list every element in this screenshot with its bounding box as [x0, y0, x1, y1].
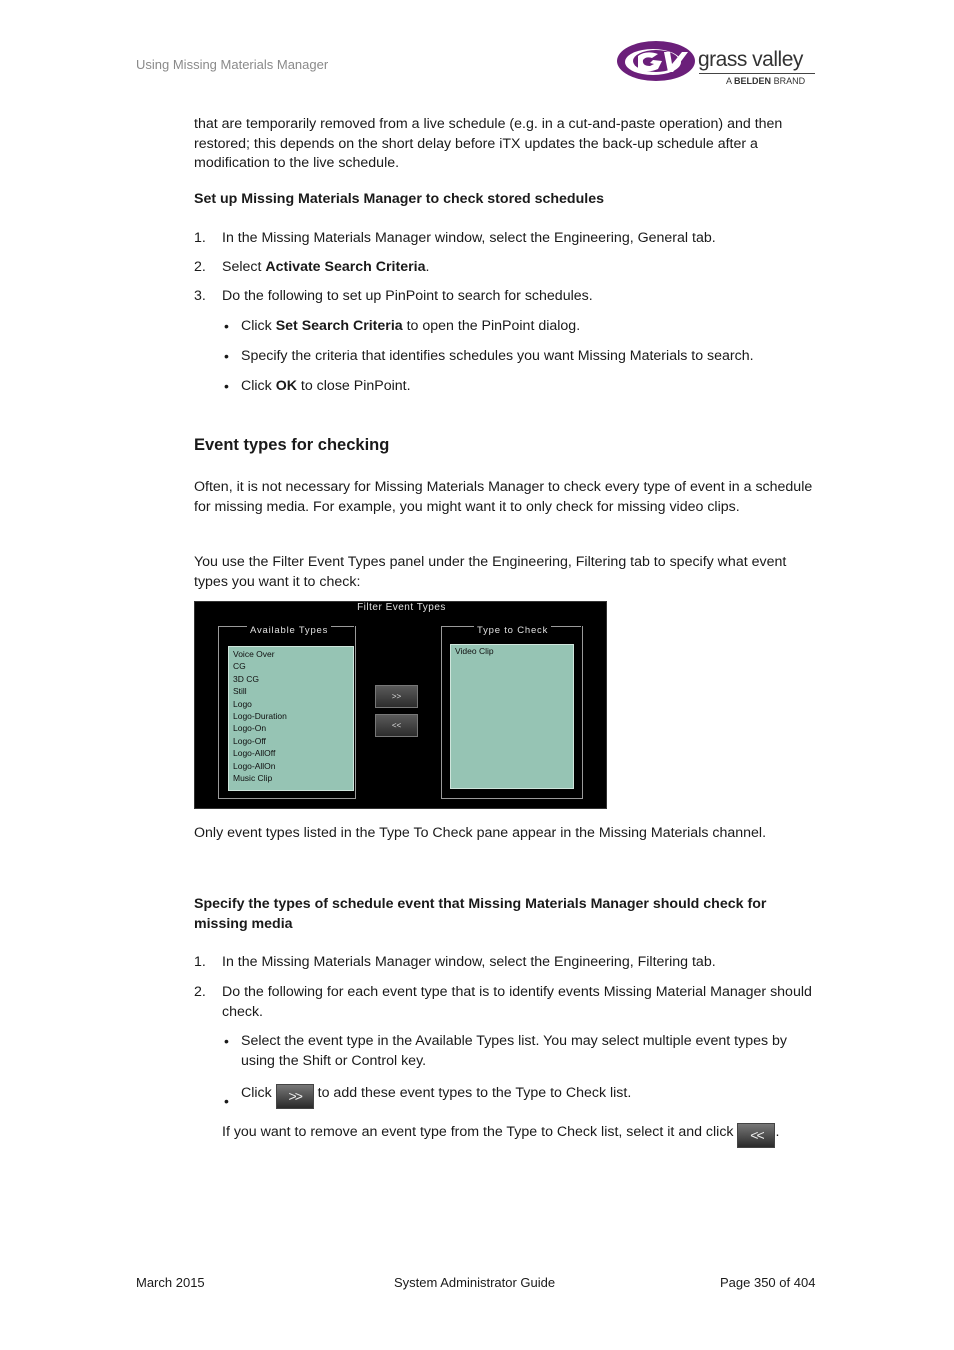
grass-valley-logo — [616, 36, 816, 92]
list-item[interactable]: Still — [233, 686, 247, 697]
bullet-dot: • — [224, 1033, 229, 1049]
panel-title: Filter Event Types — [357, 602, 446, 613]
step-text: Select Activate Search Criteria. — [222, 259, 430, 275]
list-item[interactable]: Logo-Off — [233, 735, 266, 746]
filter-event-types-panel — [194, 601, 607, 809]
logo-wordmark: grass valley — [698, 48, 803, 71]
bullet-dot: • — [224, 378, 229, 394]
type-to-check-list[interactable] — [450, 644, 574, 789]
bullet-text: Click Set Search Criteria to open the PinPoint dialog. — [241, 318, 581, 334]
bullet-text: Specify the criteria that identifies schedules you want Missing Materials to search. — [241, 348, 754, 364]
list-item[interactable]: Logo — [233, 698, 252, 709]
running-head: Using Missing Materials Manager — [136, 57, 329, 72]
step-number: 1. — [194, 230, 206, 246]
list-item[interactable]: Music Clip — [233, 773, 273, 784]
step-number: 2. — [194, 984, 206, 1000]
bullet-dot: • — [224, 348, 229, 364]
logo-rule — [699, 73, 815, 74]
list-item[interactable]: Video Clip — [455, 646, 494, 656]
bullet-text: Select the event type in the Available Types list. You may select multiple event types by using the Shift or Control key. — [241, 1033, 788, 1069]
section-heading-stored-schedules: Set up Missing Materials Manager to check stored schedules — [194, 191, 604, 207]
bullet-dot: • — [224, 318, 229, 334]
logo-tagline: A BELDEN BRAND — [726, 76, 806, 86]
list-item[interactable]: 3D CG — [233, 673, 259, 684]
list-item[interactable]: CG — [233, 661, 246, 672]
remove-type-button[interactable]: << — [375, 714, 418, 737]
footer-page-number: Page 350 of 404 — [720, 1275, 816, 1290]
step-text: In the Missing Materials Manager window, select the Engineering, General tab. — [222, 230, 716, 246]
type-to-check-label: Type to Check — [474, 625, 551, 636]
step-number: 2. — [194, 259, 206, 275]
step-number: 3. — [194, 288, 206, 304]
paragraph-event-types-intro: Often, it is not necessary for Missing Materials Manager to check every type of event in a schedule for missing media. For example, you might want it to only check for missing video clips. — [194, 479, 813, 515]
remove-instruction: If you want to remove an event type from the Type to Check list, select it and click << . — [222, 1123, 816, 1148]
list-item[interactable]: Logo-AllOff — [233, 748, 276, 759]
bullet-text: Click OK to close PinPoint. — [241, 378, 411, 394]
footer-date: March 2015 — [136, 1275, 205, 1290]
paragraph-filter-panel: You use the Filter Event Types panel under the Engineering, Filtering tab to specify what event types you want it to check: — [194, 554, 787, 590]
bullet-dot: • — [224, 1093, 229, 1109]
list-item[interactable]: Voice Over — [233, 649, 275, 659]
paragraph-after-figure: Only event types listed in the Type To Check pane appear in the Missing Materials channel. — [194, 825, 767, 841]
section-heading-specify-types: Specify the types of schedule event that Missing Materials Manager should check for missing media — [194, 896, 767, 932]
step-number: 1. — [194, 954, 206, 970]
step-text: In the Missing Materials Manager window, select the Engineering, Filtering tab. — [222, 954, 716, 970]
add-button-inline-icon: >> — [276, 1084, 314, 1109]
list-item[interactable]: Logo-Duration — [233, 711, 287, 722]
intro-paragraph: that are temporarily removed from a live schedule (e.g. in a cut-and-paste operation) and then restored; this depends on the short delay before iTX updates the back-up schedule after a modification to the live schedule. — [194, 116, 783, 172]
remove-button-inline-icon: << — [737, 1123, 775, 1148]
section-title-event-types: Event types for checking — [194, 436, 390, 454]
step-text: Do the following for each event type that is to identify events Missing Material Manager should check. — [222, 984, 812, 1020]
available-types-list[interactable] — [228, 646, 354, 791]
footer-guide-title: System Administrator Guide — [394, 1275, 556, 1290]
step-text: Do the following to set up PinPoint to search for schedules. — [222, 288, 593, 304]
list-item[interactable]: Logo-AllOn — [233, 760, 276, 771]
bullet-text: Click >> to add these event types to the Type to Check list. — [241, 1084, 816, 1109]
list-item[interactable]: Logo-On — [233, 723, 267, 734]
add-type-button[interactable]: >> — [375, 685, 418, 708]
available-types-label: Available Types — [247, 625, 331, 636]
